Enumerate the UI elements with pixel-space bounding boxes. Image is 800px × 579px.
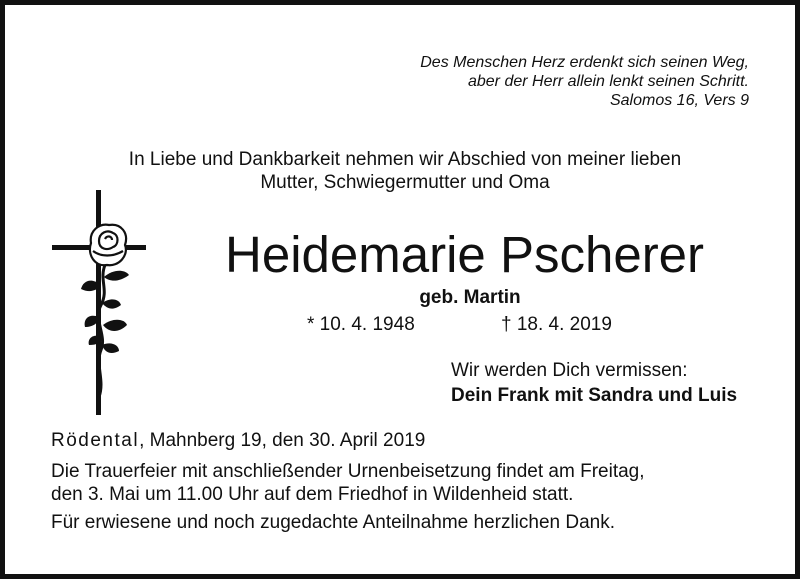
verse-reference: Salomos 16, Vers 9 bbox=[609, 92, 749, 109]
service-line-1: Die Trauerfeier mit anschließender Urnenbeisetzung findet am Freitag, bbox=[51, 461, 645, 482]
birth-date: * 10. 4. 1948 bbox=[307, 314, 415, 335]
service-line-2: den 3. Mai um 11.00 Uhr auf dem Friedhof in Wildenheid statt. bbox=[51, 484, 574, 505]
bible-verse bbox=[420, 53, 749, 110]
verse-line-1: Des Menschen Herz erdenkt sich seinen Weg, bbox=[420, 54, 749, 71]
cross-with-rose-icon bbox=[49, 185, 149, 420]
place-and-date bbox=[51, 430, 425, 452]
intro-line-2: Mutter, Schwiegermutter und Oma bbox=[260, 172, 550, 193]
death-date: † 18. 4. 2019 bbox=[501, 314, 612, 335]
thanks-text: Für erwiesene und noch zugedachte Anteilnahme herzlichen Dank. bbox=[51, 512, 616, 533]
mourners-line-1: Wir werden Dich vermissen: bbox=[451, 360, 688, 381]
maiden-name: geb. Martin bbox=[419, 287, 521, 308]
funeral-service-info bbox=[51, 460, 771, 506]
intro-line-1: In Liebe und Dankbarkeit nehmen wir Abschied von meiner lieben bbox=[128, 149, 682, 170]
mourners-line-2: Dein Frank mit Sandra und Luis bbox=[451, 385, 738, 406]
address-date: , Mahnberg 19, den 30. April 2019 bbox=[139, 430, 426, 451]
deceased-name: Heidemarie Pscherer bbox=[225, 226, 705, 283]
town-name: Rödental bbox=[51, 430, 140, 451]
verse-line-2: aber der Herr allein lenkt seinen Schritt. bbox=[467, 73, 749, 90]
